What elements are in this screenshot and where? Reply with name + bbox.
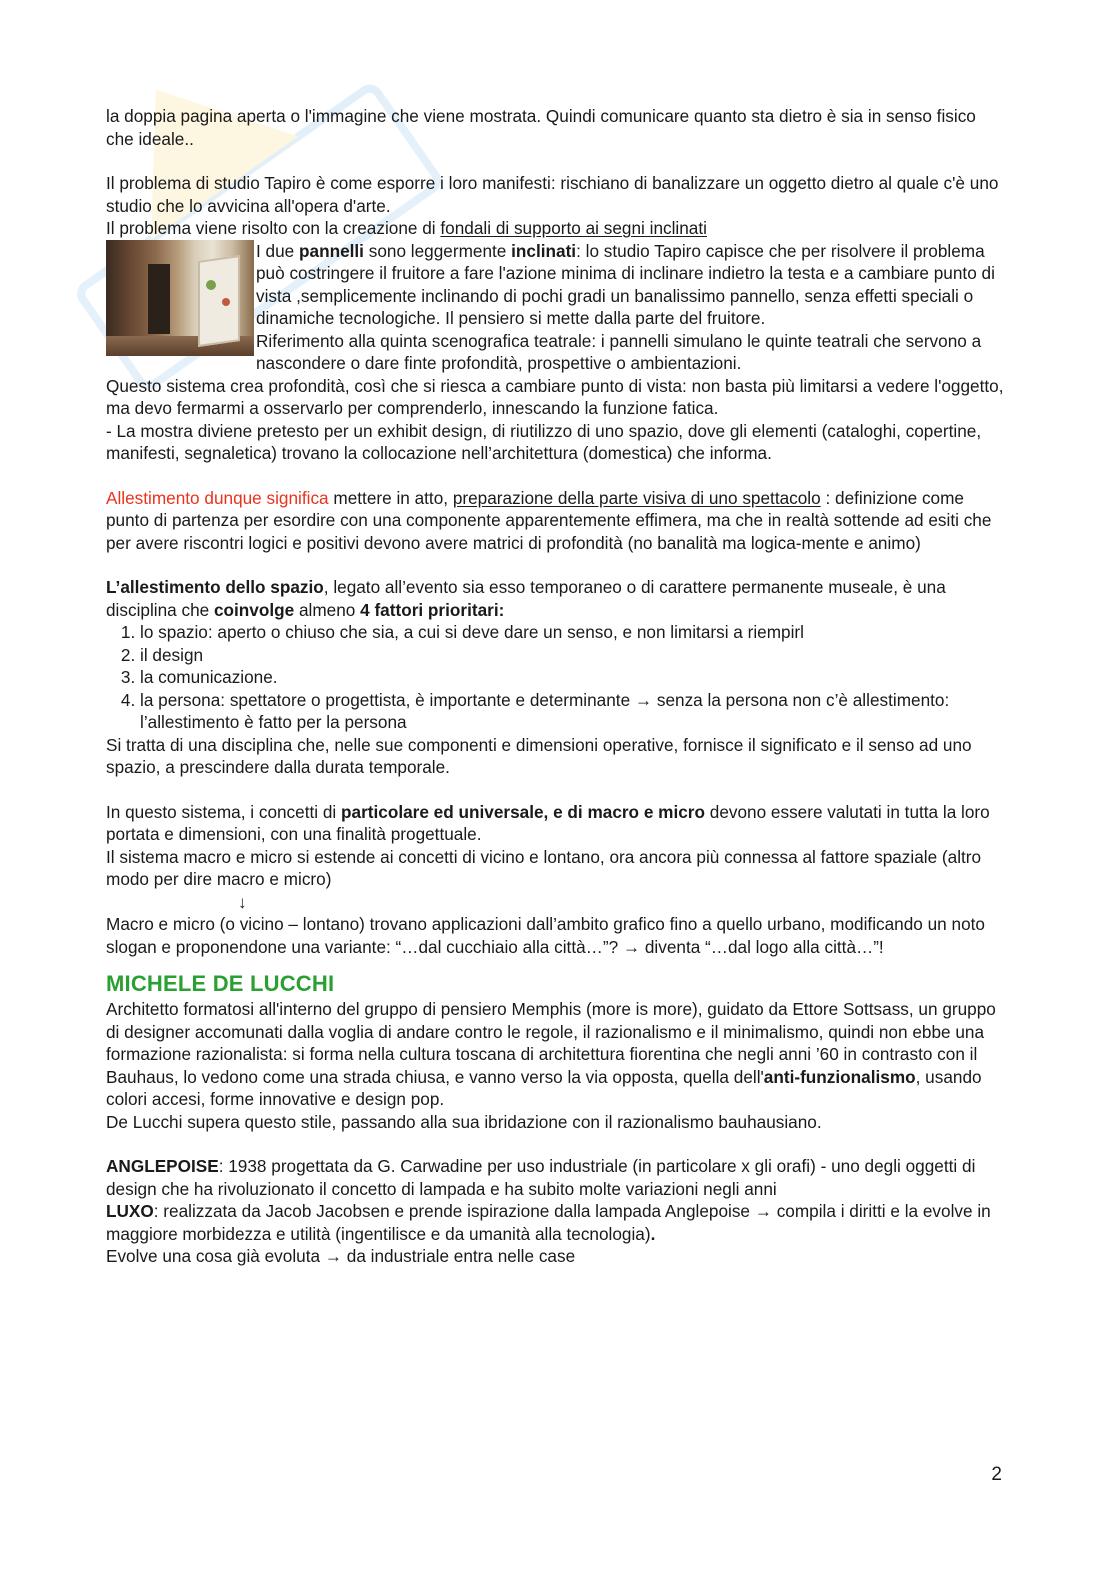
paragraph-macro-micro: In questo sistema, i concetti di particolare ed universale, e di macro e micro devono essere valutati in tutta la loro portata e dimensioni, con una finalità progettuale.	[106, 801, 990, 844]
paragraph-tapiro-problem: Il problema di studio Tapiro è come esporre i loro manifesti: rischiano di banalizzare un oggetto dietro al quale c'è uno studio che lo avvicina all'opera d'arte.	[106, 173, 999, 216]
highlighted-phrase: Allestimento dunque significa	[106, 487, 329, 508]
paragraph-intro: la doppia pagina aperta o l'immagine che viene mostrata. Quindi comunicare quanto sta dietro è sia in senso fisico che ideale..	[106, 106, 976, 149]
list-item: 3. la comunicazione.	[140, 666, 1006, 689]
underlined-phrase: fondali di supporto ai segni inclinati	[440, 218, 707, 238]
paragraph-de-lucchi-style: De Lucchi supera questo stile, passando alla sua ibridazione con il razionalismo bauhausiano.	[106, 1111, 822, 1132]
paragraph-exhibit-design: - La mostra diviene pretesto per un exhibit design, di riutilizzo di uno spazio, dove gli elementi (cataloghi, copertine, manifesti, segnaletica) trovano la collocazione nell’architettura (domestica) che informa.	[106, 420, 982, 463]
paragraph-space-factors: L’allestimento dello spazio, legato all’evento sia esso temporaneo o di carattere permanente museale, è una disciplina che coinvolge almeno 4 fattori prioritari:	[106, 577, 946, 620]
paragraph-anglepoise: ANGLEPOISE: 1938 progettata da G. Carwadine per uso industriale (in particolare x gli orafi) - uno degli oggetti di design che ha rivoluzionato il concetto di lampada e ha subito molte variazioni negli anni	[106, 1156, 976, 1199]
down-arrow-icon: ↓	[238, 891, 247, 912]
paragraph-de-lucchi-bio: Architetto formatosi all'interno del gruppo di pensiero Memphis (more is more), guidato da Ettore Sottsass, un gruppo di designer accomunati dalla voglia di andare contro le regole, il razionalismo e il minimalismo, quindi non ebbe una formazione razionalista: si forma nella cultura toscana di architettura fiorentina che negli anni ’60 in contrasto con il Bauhaus, lo vedono come una strada chiusa, e vanno verso la via opposta, quella dell'anti-funzionalismo, usando colori accesi, forme innovative e design pop.	[106, 999, 996, 1109]
paragraph-near-far: Il sistema macro e micro si estende ai concetti di vicino e lontano, ora ancora più connessa al fattore spaziale (altro modo per dire macro e micro)	[106, 846, 982, 889]
exhibition-photo	[106, 240, 254, 356]
paragraph-discipline: Si tratta di una disciplina che, nelle sue componenti e dimensioni operative, fornisce il significato e il senso ad uno spazio, a prescindere dalla durata temporale.	[106, 734, 972, 777]
paragraph-allestimento-definition: Allestimento dunque significa mettere in atto, preparazione della parte visiva di uno spettacolo : definizione come punto di partenza per esordire con una componente apparentemente effimera, ma che in realtà sottende ad esiti che per avere riscontri logici e positivi devono avere matrici di profondità (no banalità ma logica-mente e animo)	[106, 487, 992, 553]
section-heading: MICHELE DE LUCCHI	[106, 971, 335, 996]
paragraph-depth: Questo sistema crea profondità, così che si riesca a cambiare punto di vista: non basta più limitarsi a vedere l'oggetto, ma devo fermarmi a osservarlo per comprenderlo, innescando la funzione fatica.	[106, 375, 1004, 418]
list-item: 1. lo spazio: aperto o chiuso che sia, a cui si deve dare un senso, e non limitarsi a riempirl	[140, 621, 1006, 644]
document-page	[106, 105, 1006, 1268]
list-item: 4. la persona: spettatore o progettista, è importante e determinante → senza la persona non c’è allestimento: l’allestimento è fatto per la persona	[140, 689, 1006, 734]
paragraph-luxo: LUXO: realizzata da Jacob Jacobsen e prende ispirazione dalla lampada Anglepoise → compila i diritti e la evolve in maggiore morbidezza e utilità (ingentilisce e da umanità alla tecnologia).	[106, 1201, 991, 1244]
panel-figure-block	[106, 240, 1006, 375]
factors-list	[106, 621, 1006, 734]
paragraph-solution: Il problema viene risolto con la creazione di fondali di supporto ai segni inclinati	[106, 218, 707, 238]
paragraph-evolution: Evolve una cosa già evoluta → da industriale entra nelle case	[106, 1246, 576, 1266]
list-item: 2. il design	[140, 644, 1006, 667]
paragraph-theatre-reference: Riferimento alla quinta scenografica teatrale: i pannelli simulano le quinte teatrali che servono a nascondere o dare finte profondità, prospettive o ambientazioni.	[256, 330, 982, 373]
paragraph-slogan: Macro e micro (o vicino – lontano) trovano applicazioni dall’ambito grafico fino a quello urbano, modificando un noto slogan e proponendone una variante: “…dal cucchiaio alla città…”? → diventa “…dal logo alla città…”!	[106, 914, 985, 957]
page-number: 2	[991, 1464, 1002, 1485]
paragraph-panels: I due pannelli sono leggermente inclinati: lo studio Tapiro capisce che per risolvere il problema può costringere il fruitore a fare l'azione minima di inclinare indietro la testa e a cambiare punto di vista ,semplicemente inclinando di pochi gradi un banalissimo pannello, senza effetti speciali o dinamiche tecnologiche. Il pensiero si mette dalla parte del fruitore.	[256, 240, 995, 328]
